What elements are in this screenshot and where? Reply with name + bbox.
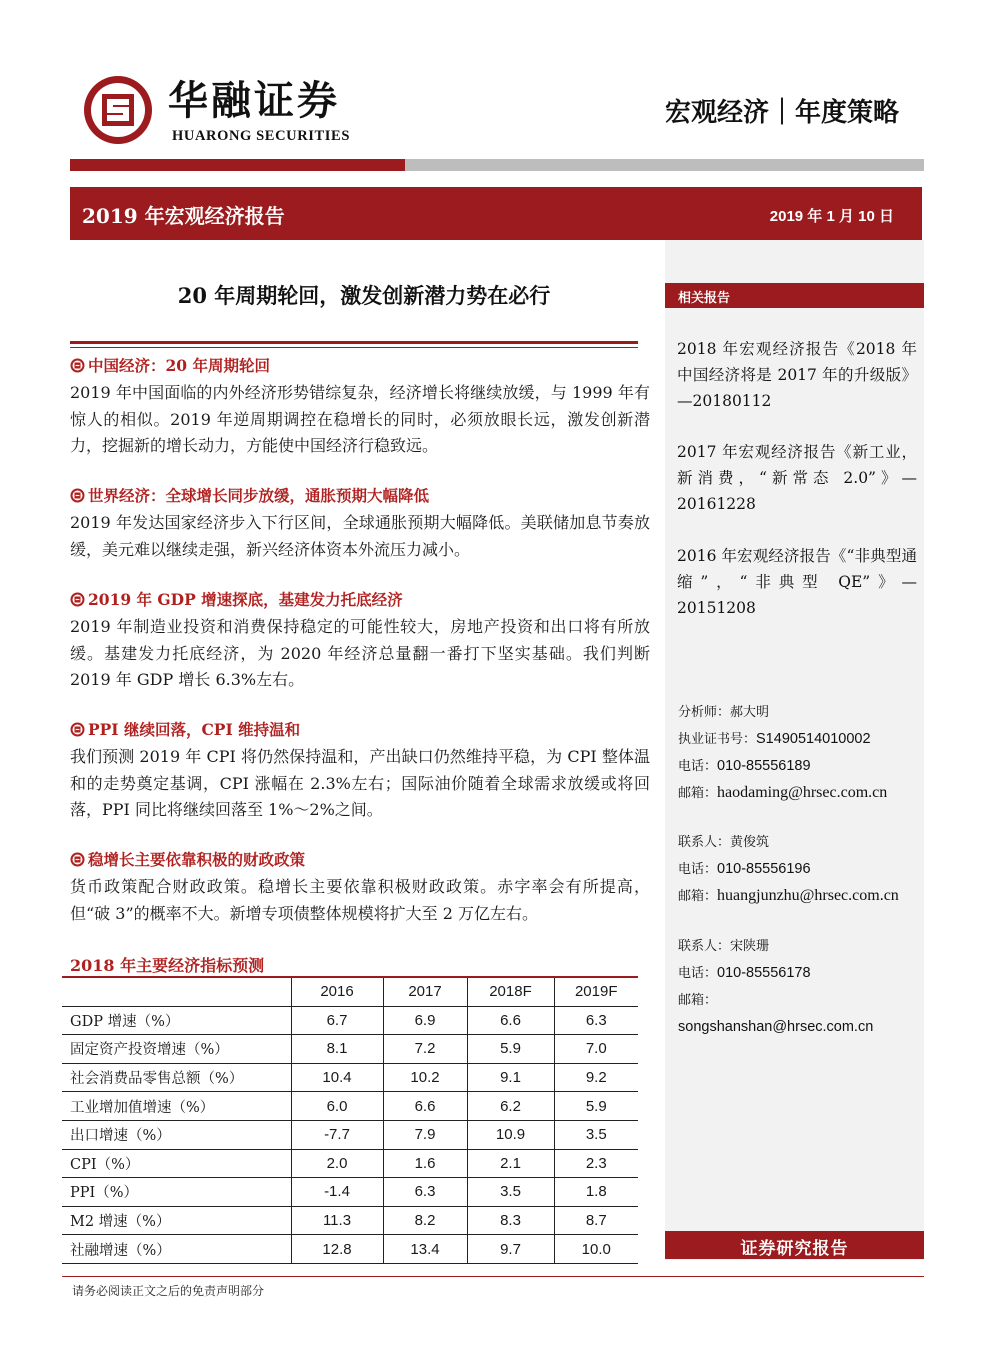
email-label: 邮箱： [678, 993, 718, 1008]
indicator-value: -1.4 [291, 1178, 383, 1207]
brand-name-cn: 华融证券 [168, 77, 340, 124]
section-heading: 2019 年 GDP 增速探底，基建发力托底经济 [88, 590, 403, 609]
phone-number: 010-85556178 [717, 965, 811, 981]
indicator-name: PPI（%） [62, 1178, 291, 1207]
indicator-value: 6.7 [291, 1006, 383, 1035]
indicator-value: 6.9 [383, 1006, 467, 1035]
indicator-value: 9.2 [554, 1063, 638, 1092]
analyst-contact [678, 699, 918, 807]
indicator-value: 6.3 [383, 1178, 467, 1207]
section-fiscal-policy [70, 848, 650, 927]
indicator-value: 1.6 [383, 1149, 467, 1178]
table-header-cell: 2019F [554, 978, 638, 1006]
section-heading: PPI 继续回落，CPI 维持温和 [88, 720, 301, 739]
section-bullet-icon [70, 592, 85, 607]
phone-number: 010-85556196 [717, 861, 811, 877]
table-header-cell: 2018F [467, 978, 554, 1006]
table-row [62, 1120, 638, 1149]
indicator-value: 3.5 [467, 1178, 554, 1207]
section-bullet-icon [70, 358, 85, 373]
huarong-logo-icon [82, 74, 154, 146]
section-gdp [70, 588, 650, 694]
section-heading: 中国经济：20 年周期轮回 [88, 356, 270, 375]
table-row [62, 1092, 638, 1121]
email-address[interactable]: haodaming@hrsec.com.cn [717, 784, 888, 801]
indicator-value: 11.3 [291, 1206, 383, 1235]
table-row [62, 1235, 638, 1264]
related-report-item[interactable]: 2017 年宏观经济报告《新工业，新消费，“新常态 2.0”》—20161228 [677, 443, 917, 513]
indicator-name: 社融增速（%） [62, 1235, 291, 1264]
table-header-cell: 2016 [291, 978, 383, 1006]
section-ppi-cpi [70, 718, 650, 824]
indicator-value: -7.7 [291, 1120, 383, 1149]
indicator-name: 固定资产投资增速（%） [62, 1035, 291, 1064]
table-header-cell: 2017 [383, 978, 467, 1006]
indicator-value: 8.1 [291, 1035, 383, 1064]
section-heading: 稳增长主要依靠积极的财政政策 [88, 850, 306, 869]
section-body: 2019 年中国面临的内外经济形势错综复杂，经济增长将继续放缓，与 1999 年有惊人的相似。2019 年逆周期调控在稳增长的同时，必须放眼长远，激发创新潜力，挖掘新的增长动力，方能使中国经济行稳致远。 [70, 383, 650, 455]
indicator-name: 出口增速（%） [62, 1120, 291, 1149]
footer-rule [62, 1276, 924, 1277]
indicator-value: 10.9 [467, 1120, 554, 1149]
analyst-name: 分析师：郝大明 [678, 705, 770, 720]
indicator-value: 6.2 [467, 1092, 554, 1121]
header-rule-accent [70, 159, 405, 171]
indicator-value: 7.2 [383, 1035, 467, 1064]
indicator-value: 2.0 [291, 1149, 383, 1178]
table-row [62, 1035, 638, 1064]
table-title: 2018 年主要经济指标预测 [70, 956, 265, 975]
email-label: 邮箱： [678, 889, 718, 904]
section-china-economy [70, 354, 650, 460]
indicator-value: 5.9 [554, 1092, 638, 1121]
table-row [62, 1063, 638, 1092]
indicator-name: 工业增加值增速（%） [62, 1092, 291, 1121]
section-heading: 世界经济：全球增长同步放缓，通胀预期大幅降低 [88, 486, 430, 505]
table-row [62, 1149, 638, 1178]
table-row [62, 1006, 638, 1035]
indicator-value: 1.8 [554, 1178, 638, 1207]
section-body: 2019 年制造业投资和消费保持稳定的可能性较大，房地产投资和出口将有所放缓。基建发力托底经济，为 2020 年经济总量翻一番打下坚实基础。我们判断 2019 年 GDP 增长 6.3%左右。 [70, 617, 650, 689]
indicator-value: 5.9 [467, 1035, 554, 1064]
indicator-value: 10.0 [554, 1235, 638, 1264]
title-rule [70, 341, 638, 344]
report-date: 2019 年 1 月 10 日 [769, 208, 894, 225]
indicator-value: 7.0 [554, 1035, 638, 1064]
email-label: 邮箱： [678, 786, 718, 801]
phone-label: 电话： [678, 862, 718, 877]
contact-name: 联系人：黄俊筑 [678, 835, 770, 850]
indicator-value: 8.3 [467, 1206, 554, 1235]
related-report-item[interactable]: 2018 年宏观经济报告《2018 年中国经济将是 2017 年的升级版》—20180112 [677, 340, 917, 410]
section-bullet-icon [70, 488, 85, 503]
indicator-value: 8.7 [554, 1206, 638, 1235]
indicator-value: 2.1 [467, 1149, 554, 1178]
contact-name: 联系人：宋陕珊 [678, 939, 770, 954]
research-report-label: 证券研究报告 [740, 1239, 849, 1259]
banner-title: 2019 年宏观经济报告 [82, 204, 285, 228]
email-address[interactable]: songshanshan@hrsec.com.cn [678, 1019, 874, 1035]
forecast-table [62, 978, 638, 1264]
indicator-value: 6.6 [383, 1092, 467, 1121]
contact-person-2 [678, 933, 918, 1040]
indicator-value: 3.5 [554, 1120, 638, 1149]
report-title: 20 年周期轮回，激发创新潜力势在必行 [177, 283, 551, 308]
indicator-value: 10.2 [383, 1063, 467, 1092]
section-body: 货币政策配合财政政策。稳增长主要依靠积极财政政策。赤字率会有所提高，但“破 3”的概率不大。新增专项债整体规模将扩大至 2 万亿左右。 [70, 877, 650, 923]
disclaimer-note: 请务必阅读正文之后的免责声明部分 [72, 1284, 265, 1298]
indicator-value: 8.2 [383, 1206, 467, 1235]
indicator-value: 6.6 [467, 1006, 554, 1035]
section-bullet-icon [70, 852, 85, 867]
indicator-value: 6.3 [554, 1006, 638, 1035]
indicator-value: 2.3 [554, 1149, 638, 1178]
license-number: S1490514010002 [756, 731, 871, 747]
related-report-item[interactable]: 2016 年宏观经济报告《“非典型通缩”，“非典型 QE”》—20151208 [677, 547, 917, 617]
table-header-cell [62, 978, 291, 1006]
indicator-value: 9.7 [467, 1235, 554, 1264]
section-body: 我们预测 2019 年 CPI 将仍然保持温和，产出缺口仍然维持平稳，为 CPI 整体温和的走势奠定基调，CPI 涨幅在 2.3%左右；国际油价随着全球需求放缓或将回落，PPI 同比将继续回落至 1%～2%之间。 [70, 747, 650, 819]
section-body: 2019 年发达国家经济步入下行区间，全球通胀预期大幅降低。美联储加息节奏放缓，美元难以继续走强，新兴经济体资本外流压力减小。 [70, 513, 650, 559]
table-row [62, 1206, 638, 1235]
indicator-value: 10.4 [291, 1063, 383, 1092]
indicator-name: 社会消费品零售总额（%） [62, 1063, 291, 1092]
title-rule-thin [70, 347, 638, 348]
phone-label: 电话： [678, 966, 718, 981]
email-address[interactable]: huangjunzhu@hrsec.com.cn [717, 887, 899, 904]
license-label: 执业证书号： [678, 732, 757, 747]
indicator-name: CPI（%） [62, 1149, 291, 1178]
phone-label: 电话： [678, 759, 718, 774]
section-bullet-icon [70, 722, 85, 737]
indicator-value: 12.8 [291, 1235, 383, 1264]
brand-name-en: HUARONG SECURITIES [172, 128, 350, 144]
related-reports-label: 相关报告 [678, 291, 731, 306]
indicator-value: 13.4 [383, 1235, 467, 1264]
indicator-name: M2 增速（%） [62, 1206, 291, 1235]
indicator-value: 9.1 [467, 1063, 554, 1092]
indicator-value: 7.9 [383, 1120, 467, 1149]
indicator-name: GDP 增速（%） [62, 1006, 291, 1035]
contact-person-1 [678, 829, 918, 910]
table-row [62, 1178, 638, 1207]
report-category: 宏观经济｜年度策略 [664, 98, 899, 128]
phone-number: 010-85556189 [717, 758, 811, 774]
section-world-economy [70, 484, 650, 563]
indicator-value: 6.0 [291, 1092, 383, 1121]
table-header-row [62, 978, 638, 1006]
